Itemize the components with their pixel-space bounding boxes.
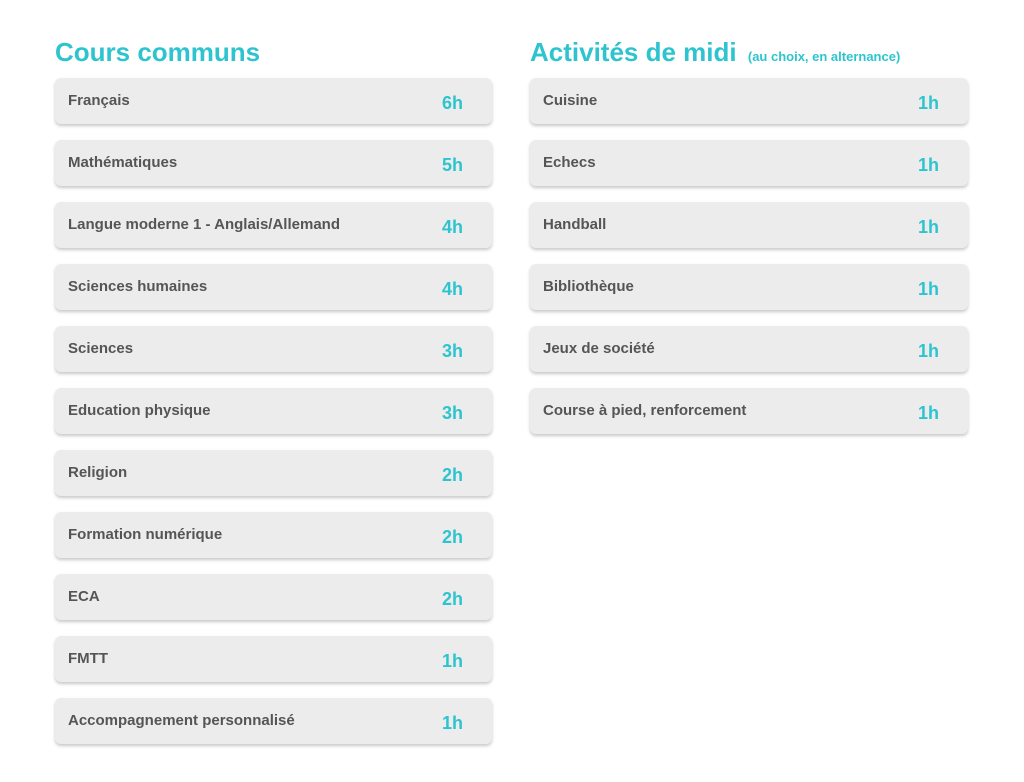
item-label: Cuisine — [543, 91, 598, 109]
section-title-text: Cours communs — [55, 37, 261, 67]
activity-list — [530, 78, 968, 450]
item-label: Formation numérique — [68, 525, 223, 543]
item-label: FMTT — [68, 649, 108, 667]
item-label: Français — [68, 91, 130, 109]
item-hours: 1h — [917, 216, 939, 237]
item-hours: 1h — [917, 402, 939, 423]
list-item — [530, 264, 968, 310]
list-item — [530, 140, 968, 186]
list-item — [55, 326, 492, 372]
section-title — [55, 36, 492, 68]
item-label: Religion — [68, 463, 128, 481]
item-hours: 3h — [441, 340, 463, 361]
item-label: Sciences humaines — [68, 277, 208, 295]
list-item — [530, 78, 968, 124]
list-item — [55, 512, 492, 558]
item-hours: 1h — [917, 92, 939, 113]
item-label: Mathématiques — [68, 153, 178, 171]
item-label: Education physique — [68, 401, 211, 419]
item-label: Sciences — [68, 339, 134, 357]
item-label: Langue moderne 1 - Anglais/Allemand — [68, 215, 340, 233]
course-list — [55, 78, 492, 760]
list-item — [55, 574, 492, 620]
section-title-text: Activités de midi — [530, 37, 737, 67]
item-hours: 2h — [441, 464, 463, 485]
item-hours: 4h — [441, 278, 463, 299]
list-item — [530, 202, 968, 248]
list-item — [55, 450, 492, 496]
item-hours: 1h — [441, 712, 463, 733]
item-hours: 2h — [441, 588, 463, 609]
item-label: Handball — [543, 215, 607, 233]
list-item — [55, 636, 492, 682]
list-item — [55, 388, 492, 434]
list-item — [55, 140, 492, 186]
list-item — [530, 388, 968, 434]
list-item — [55, 698, 492, 744]
activites-midi-section — [530, 36, 968, 423]
section-subtitle: (au choix, en alternance) — [747, 49, 901, 64]
item-hours: 4h — [441, 216, 463, 237]
list-item — [55, 264, 492, 310]
item-hours: 5h — [441, 154, 463, 175]
item-label: Echecs — [543, 153, 596, 171]
item-label: ECA — [68, 587, 100, 605]
item-label: Accompagnement personnalisé — [68, 711, 295, 729]
item-hours: 6h — [441, 92, 463, 113]
item-hours: 3h — [441, 402, 463, 423]
list-item — [530, 326, 968, 372]
list-item — [55, 202, 492, 248]
cours-communs-section — [55, 36, 492, 733]
item-hours: 2h — [441, 526, 463, 547]
item-label: Bibliothèque — [543, 277, 634, 295]
list-item — [55, 78, 492, 124]
item-hours: 1h — [441, 650, 463, 671]
item-hours: 1h — [917, 340, 939, 361]
item-hours: 1h — [917, 154, 939, 175]
section-title — [530, 36, 968, 68]
item-hours: 1h — [917, 278, 939, 299]
item-label: Course à pied, renforcement — [543, 401, 747, 419]
item-label: Jeux de société — [543, 339, 655, 357]
